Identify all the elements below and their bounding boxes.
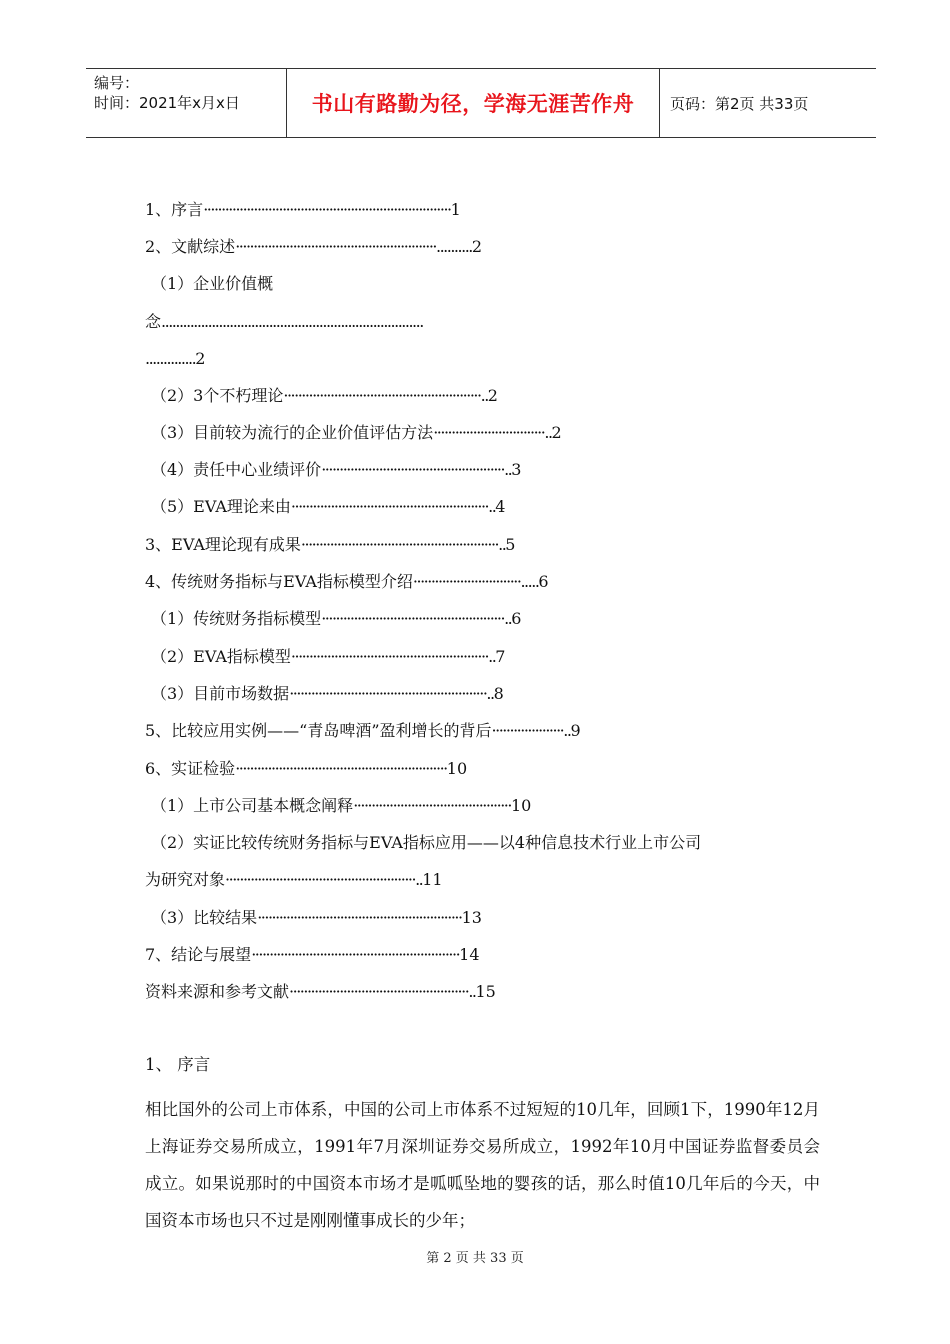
toc-entry[interactable]: （2）实证比较传统财务指标与EVA指标应用——以4种信息技术行业上市公司 bbox=[151, 833, 702, 852]
time-label: 时间：2021年x月x日 bbox=[94, 94, 240, 112]
toc-entry[interactable]: 6、实证检验···························································10 bbox=[145, 759, 468, 778]
number-label: 编号： bbox=[94, 74, 140, 92]
toc-entry[interactable]: （3）目前较为流行的企业价值评估方法·······························..2 bbox=[151, 423, 562, 442]
header-info-cell bbox=[86, 69, 286, 137]
toc-entry[interactable]: 念......................................................................... bbox=[145, 312, 423, 331]
toc-entry[interactable]: 3、EVA理论现有成果·······················································..5 bbox=[145, 535, 516, 554]
page-footer: 第 2 页 共 33 页 bbox=[426, 1251, 524, 1266]
section-heading: 1、 序言 bbox=[145, 1055, 211, 1074]
toc-entry[interactable]: 2、文献综述························································..........2 bbox=[145, 237, 483, 256]
toc-entry[interactable]: 为研究对象·····················································..11 bbox=[145, 870, 443, 889]
toc-entry[interactable]: （1）上市公司基本概念阐释············································10 bbox=[151, 796, 532, 815]
toc-entry[interactable]: （3）比较结果·························································13 bbox=[151, 908, 482, 927]
toc-entry[interactable]: （4）责任中心业绩评价···················································..3 bbox=[151, 460, 522, 479]
toc-entry[interactable]: 5、比较应用实例——“青岛啤酒”盈利增长的背后····················..9 bbox=[145, 721, 581, 740]
page-label: 页码：第2页 共33页 bbox=[670, 94, 809, 113]
toc-entry[interactable]: ..............2 bbox=[145, 349, 206, 368]
toc-entry[interactable]: 1、序言·····································································1 bbox=[145, 200, 461, 219]
toc-entry[interactable]: 资料来源和参考文献··················································..15 bbox=[145, 982, 496, 1001]
toc-entry[interactable]: 4、传统财务指标与EVA指标模型介绍······························.....6 bbox=[145, 572, 549, 591]
toc-entry[interactable]: （5）EVA理论来由·······················································..4 bbox=[151, 497, 506, 516]
toc-entry[interactable]: （3）目前市场数据·······················································..8 bbox=[151, 684, 504, 703]
toc-entry[interactable]: （2）EVA指标模型·······················································..7 bbox=[151, 647, 506, 666]
toc-entry[interactable]: 7、结论与展望··························································14 bbox=[145, 945, 480, 964]
toc-entry[interactable]: （1）企业价值概 bbox=[151, 274, 274, 293]
motto-text: 书山有路勤为径，学海无涯苦作舟 bbox=[311, 92, 635, 116]
toc-entry[interactable]: （1）传统财务指标模型···················································..6 bbox=[151, 609, 522, 628]
body-paragraph: 相比国外的公司上市体系，中国的公司上市体系不过短短的10几年，回顾1下，1990年12月上海证券交易所成立，1991年7月深圳证券交易所成立，1992年10月中国证券监督委员会成立。如果说那时的中国资本市场才是呱呱坠地的婴孩的话，那么时值10几年后的今天，中国资本市场也只不过是刚刚懂事成长的少年； bbox=[145, 1100, 820, 1230]
document-header bbox=[86, 68, 876, 138]
motto-cell bbox=[286, 69, 660, 137]
toc-entry[interactable]: （2）3个不朽理论·······················································..2 bbox=[151, 386, 498, 405]
page-info-cell bbox=[660, 69, 876, 137]
